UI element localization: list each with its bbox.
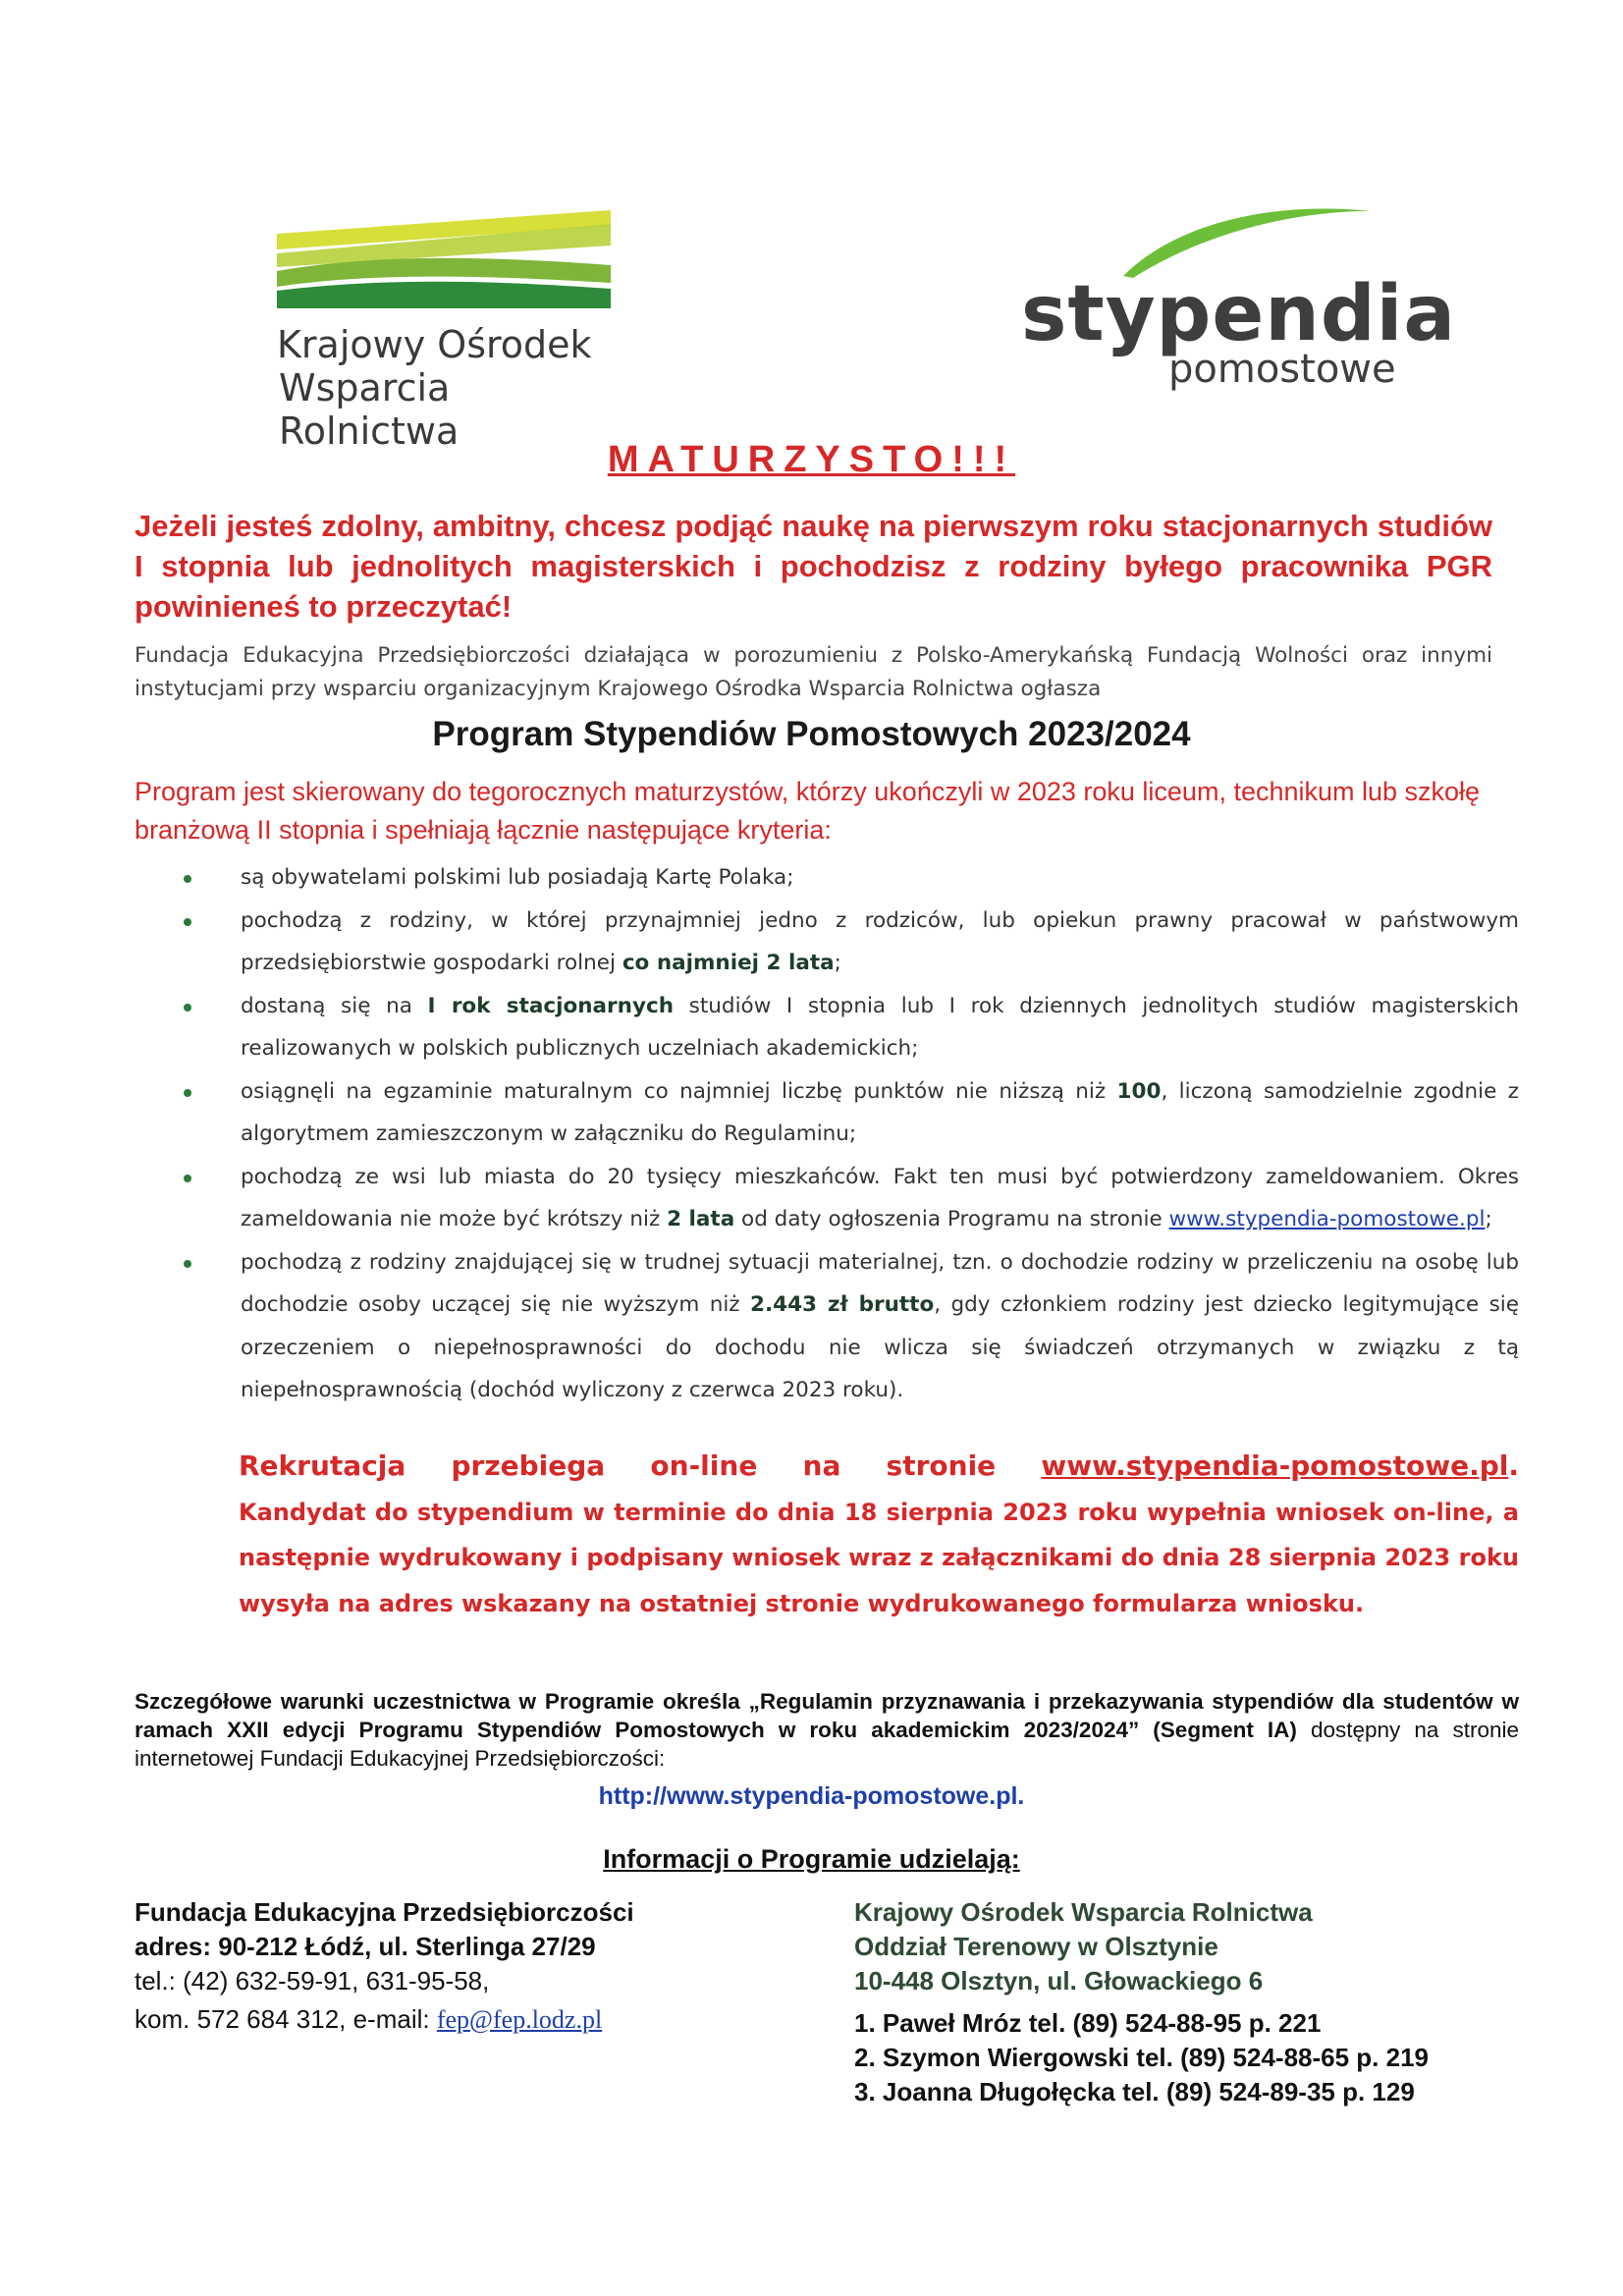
criteria-text: pochodzą z rodziny, w której przynajmniej jedno z rodziców, lub opiekun prawny pracował w państwowym przedsiębiorstwie gospodarki rolnej — [241, 907, 1519, 975]
bullet-icon — [184, 918, 191, 926]
rules-link[interactable]: http://www.stypendia-pomostowe.pl. — [598, 1782, 1025, 1810]
contact-org: Fundacja Edukacyjna Przedsiębiorczości — [135, 1897, 634, 1927]
criteria-text: studiów I stopnia lub I rok dziennych jednolitych studiów magisterskich realizowanych w polskich publicznych uczelniach akademickich; — [241, 993, 1519, 1061]
contact-address: 10-448 Olsztyn, ul. Głowackiego 6 — [854, 1966, 1264, 1995]
contact-kowr — [854, 1895, 1542, 2109]
contact-address: adres: 90-212 Łódź, ul. Sterlinga 27/29 — [135, 1932, 596, 1961]
contact-kom-line — [135, 2002, 743, 2037]
criteria-text: od daty ogłoszenia Programu na stronie — [741, 1207, 1163, 1231]
recruitment-text: . — [1508, 1449, 1519, 1482]
criteria-text: dostaną się na — [241, 993, 412, 1018]
recruitment-line — [239, 1444, 1519, 1490]
contact-person: 2. Szymon Wiergowski tel. (89) 524-88-65 p. 219 — [854, 2043, 1429, 2072]
criteria-emphasis: 2 lata — [667, 1207, 735, 1231]
bullet-icon — [184, 1175, 191, 1182]
recruitment-section — [239, 1444, 1519, 1626]
kowr-logo-line1: Krajowy Ośrodek — [277, 323, 592, 366]
kowr-logo — [277, 210, 611, 453]
contact-branch: Oddział Terenowy w Olsztynie — [854, 1932, 1218, 1961]
criteria-emphasis: 2.443 zł brutto — [750, 1292, 935, 1317]
criteria-text: , liczoną samodzielnie zgodnie z algorytmem zamieszczonym w załączniku do Regulaminu; — [241, 1078, 1520, 1146]
stypendia-logo — [1021, 201, 1457, 398]
criteria-item — [182, 1241, 1519, 1412]
recruitment-details: Kandydat do stypendium w terminie do dnia 18 sierpnia 2023 roku wypełnia wniosek on-line, a następnie wydrukowany i podpisany wniosek wraz z załącznikami do dnia 28 sierpnia 2023 roku wysyła na adres wskazany na ostatniej stronie wydrukowanego formularza wniosku. — [239, 1498, 1519, 1617]
bullet-icon — [184, 875, 191, 883]
contact-person: 3. Joanna Długołęcka tel. (89) 524-89-35 p. 129 — [854, 2077, 1415, 2106]
contact-fep — [135, 1895, 743, 2037]
rules-text — [135, 1687, 1519, 1773]
rules-bold: Szczegółowe warunki uczestnictwa w Programie określa „Regulamin przyznawania i przekazywania stypendiów dla studentów w ramach XXII edycji Programu Stypendiów Pomostowych w roku akademickim 2023/2024” (Segment IA) — [135, 1689, 1519, 1742]
criteria-list — [182, 856, 1519, 1412]
bullet-icon — [184, 1260, 191, 1268]
info-heading: Informacji o Programie udzielają: — [603, 1844, 1020, 1874]
email-link[interactable]: fep@fep.lodz.pl — [436, 2005, 603, 2034]
criteria-emphasis: I rok stacjonarnych — [427, 993, 675, 1018]
criteria-item — [182, 900, 1519, 985]
criteria-text: pochodzą ze wsi lub miasta do 20 tysięcy mieszkańców. Fakt ten musi być potwierdzony zameldowaniem. Okres zameldowania nie może być krótszy niż — [241, 1164, 1519, 1231]
criteria-text: są obywatelami polskimi lub posiadają Kartę Polaka; — [241, 865, 794, 890]
contact-person: 1. Paweł Mróz tel. (89) 524-88-95 p. 221 — [854, 2008, 1322, 2038]
contact-mobile: kom. 572 684 312, e-mail: — [135, 2004, 430, 2034]
stypendia-arc-icon — [1119, 201, 1375, 280]
criteria-item — [182, 985, 1519, 1070]
recruitment-link[interactable]: www.stypendia-pomostowe.pl — [1041, 1449, 1509, 1482]
contact-phone: tel.: (42) 632-59-91, 631-95-58, — [135, 1966, 490, 1995]
bullet-icon — [184, 1089, 191, 1097]
criteria-text: osiągnęli na egzaminie maturalnym co najmniej liczbę punktów nie niższą niż — [241, 1078, 1107, 1104]
program-description: Program jest skierowany do tegorocznych maturzystów, którzy ukończyli w 2023 roku liceum, technikum lub szkołę branżową II stopnia i spełniają łącznie następujące kryteria: — [135, 777, 1481, 845]
kowr-logo-graphic — [277, 210, 611, 318]
bullet-icon — [184, 1004, 191, 1011]
criteria-text: pochodzą z rodziny znajdującej się w trudnej sytuacji materialnej, tzn. o dochodzie rodziny w przeliczeniu na osobę lub dochodzie osoby uczącej się nie wyższym niż — [241, 1249, 1519, 1317]
announcement-text: Fundacja Edukacyjna Przedsiębiorczości działająca w porozumieniu z Polsko-Amerykańską Fundacją Wolności oraz innymi instytucjami przy wsparciu organizacyjnym Krajowego Ośrodka Wsparcia Rolnictwa ogłasza — [135, 643, 1492, 701]
criteria-text: ; — [834, 951, 841, 975]
kowr-logo-line2: Wsparcia Rolnictwa — [279, 366, 460, 453]
criteria-item — [182, 1070, 1519, 1156]
criteria-item — [182, 1156, 1519, 1241]
recruitment-text: Rekrutacja przebiega on-line na stronie — [239, 1449, 997, 1482]
stypendia-logo-main: stypendia — [1021, 270, 1457, 358]
criteria-emphasis: 100 — [1116, 1078, 1162, 1104]
criteria-emphasis: co najmniej 2 lata — [622, 951, 835, 975]
contact-persons — [854, 2006, 1542, 2109]
criteria-item — [182, 856, 1519, 900]
program-title: Program Stypendiów Pomostowych 2023/2024 — [432, 715, 1191, 753]
page-title: MATURZYSTO!!! — [607, 439, 1016, 480]
stypendia-logo-sub: pomostowe — [1168, 347, 1396, 392]
criteria-text: , gdy członkiem rodziny jest dziecko legitymujące się orzeczeniem o niepełnosprawności do dochodu nie wlicza się świadczeń otrzymanych w związku z tą niepełnosprawnością (dochód wyliczony z czerwca 2023 roku). — [241, 1292, 1519, 1402]
contact-org: Krajowy Ośrodek Wsparcia Rolnictwa — [854, 1897, 1313, 1927]
criteria-text: ; — [1485, 1207, 1492, 1231]
rules-normal: dostępny na stronie internetowej Fundacji Edukacyjnej Przedsiębiorczości: — [135, 1718, 1519, 1771]
stypendia-link[interactable]: www.stypendia-pomostowe.pl — [1168, 1207, 1486, 1231]
intro-text: Jeżeli jesteś zdolny, ambitny, chcesz podjąć naukę na pierwszym roku stacjonarnych studiów I stopnia lub jednolitych magisterskich i pochodzisz z rodziny byłego pracownika PGR powinieneś to przeczytać! — [135, 509, 1492, 624]
